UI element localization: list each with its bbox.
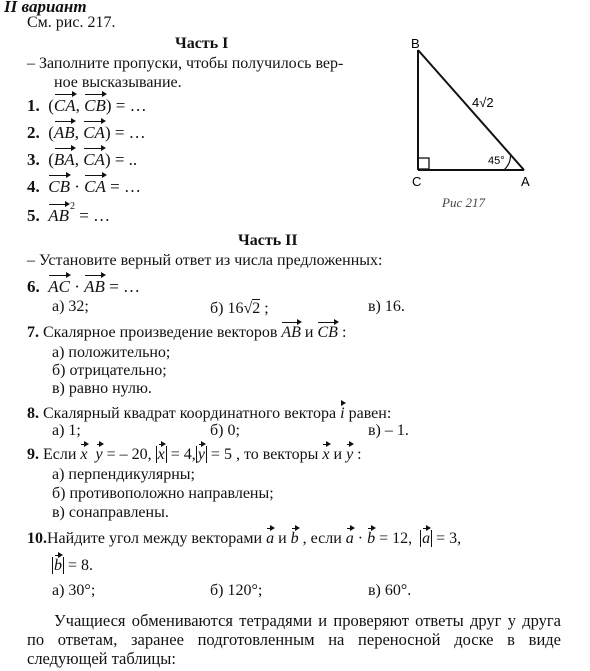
figure-caption: Рис 217 [442,195,485,210]
q8-option-a: а) 1; [52,422,81,439]
see-figure: См. рис. 217. [27,14,116,31]
q9: 9. Если x y = – 20, x = 4, y = 5 , то векторы x и y : [27,443,362,464]
item-3: 3. (BA, CA) = .. [27,147,137,170]
q7-option-a: а) положительно; [52,344,171,361]
q8-option-b: б) 0; [210,422,240,439]
q10-magnitude-b: b = 8. [52,554,93,575]
item-1: 1. (CA, CB) = … [27,93,147,116]
part2-title: Часть II [238,232,298,249]
q10-option-a: а) 30°; [52,582,96,599]
part1-instruction-line1: – Заполните пропуски, чтобы получилось вер- [27,55,344,72]
q9-option-a: а) перпендикулярны; [52,466,195,483]
q6-option-c: в) 16. [368,298,405,315]
vertex-a-label: A [521,174,530,189]
variant-title: II вариант [4,0,87,16]
hypotenuse-label: 4√2 [472,95,494,110]
q6-option-a: а) 32; [52,298,89,315]
vertex-c-label: C [412,174,422,189]
q8-option-c: в) – 1. [368,422,409,439]
triangle-figure [400,36,550,216]
part1-title: Часть I [175,35,229,52]
q9-option-b: б) противоположно направлены; [52,485,274,502]
q7-option-c: в) равно нулю. [52,380,152,397]
q9-option-c: в) сонаправлены. [52,504,169,521]
footer-paragraph: Учащиеся обмениваются тетрадями и проверяют ответы друг у друга по ответам, заранее подготовленным на переносной доске в виде следующей таблицы: [27,611,561,668]
q7-option-b: б) отрицательно; [52,362,167,379]
q7: 7. Скалярное произведение векторов AB и CB : [27,321,346,342]
item-5: 5. $AB^2$ = … [27,201,111,225]
part2-instruction: – Установите верный ответ из числа предложенных: [27,252,383,269]
item-2: 2. (AB, CA) = … [27,120,146,143]
q10-option-c: в) 60°. [368,582,412,599]
item-4: 4. CB · CA = … [27,174,141,197]
angle-label: 45° [488,155,505,167]
q10-option-b: б) 120°; [210,582,263,599]
q6: 6. AC · AB = … [27,274,140,297]
q6-option-b: б) 16√2 ; [210,300,269,317]
q8: 8. Скалярный квадрат координатного вектора i равен: [27,402,391,423]
part1-instruction-line2: ное высказывание. [54,74,182,91]
vertex-b-label: B [411,36,420,51]
q10: 10.Найдите угол между векторами a и b , если a · b = 12, a = 3, [27,527,461,548]
